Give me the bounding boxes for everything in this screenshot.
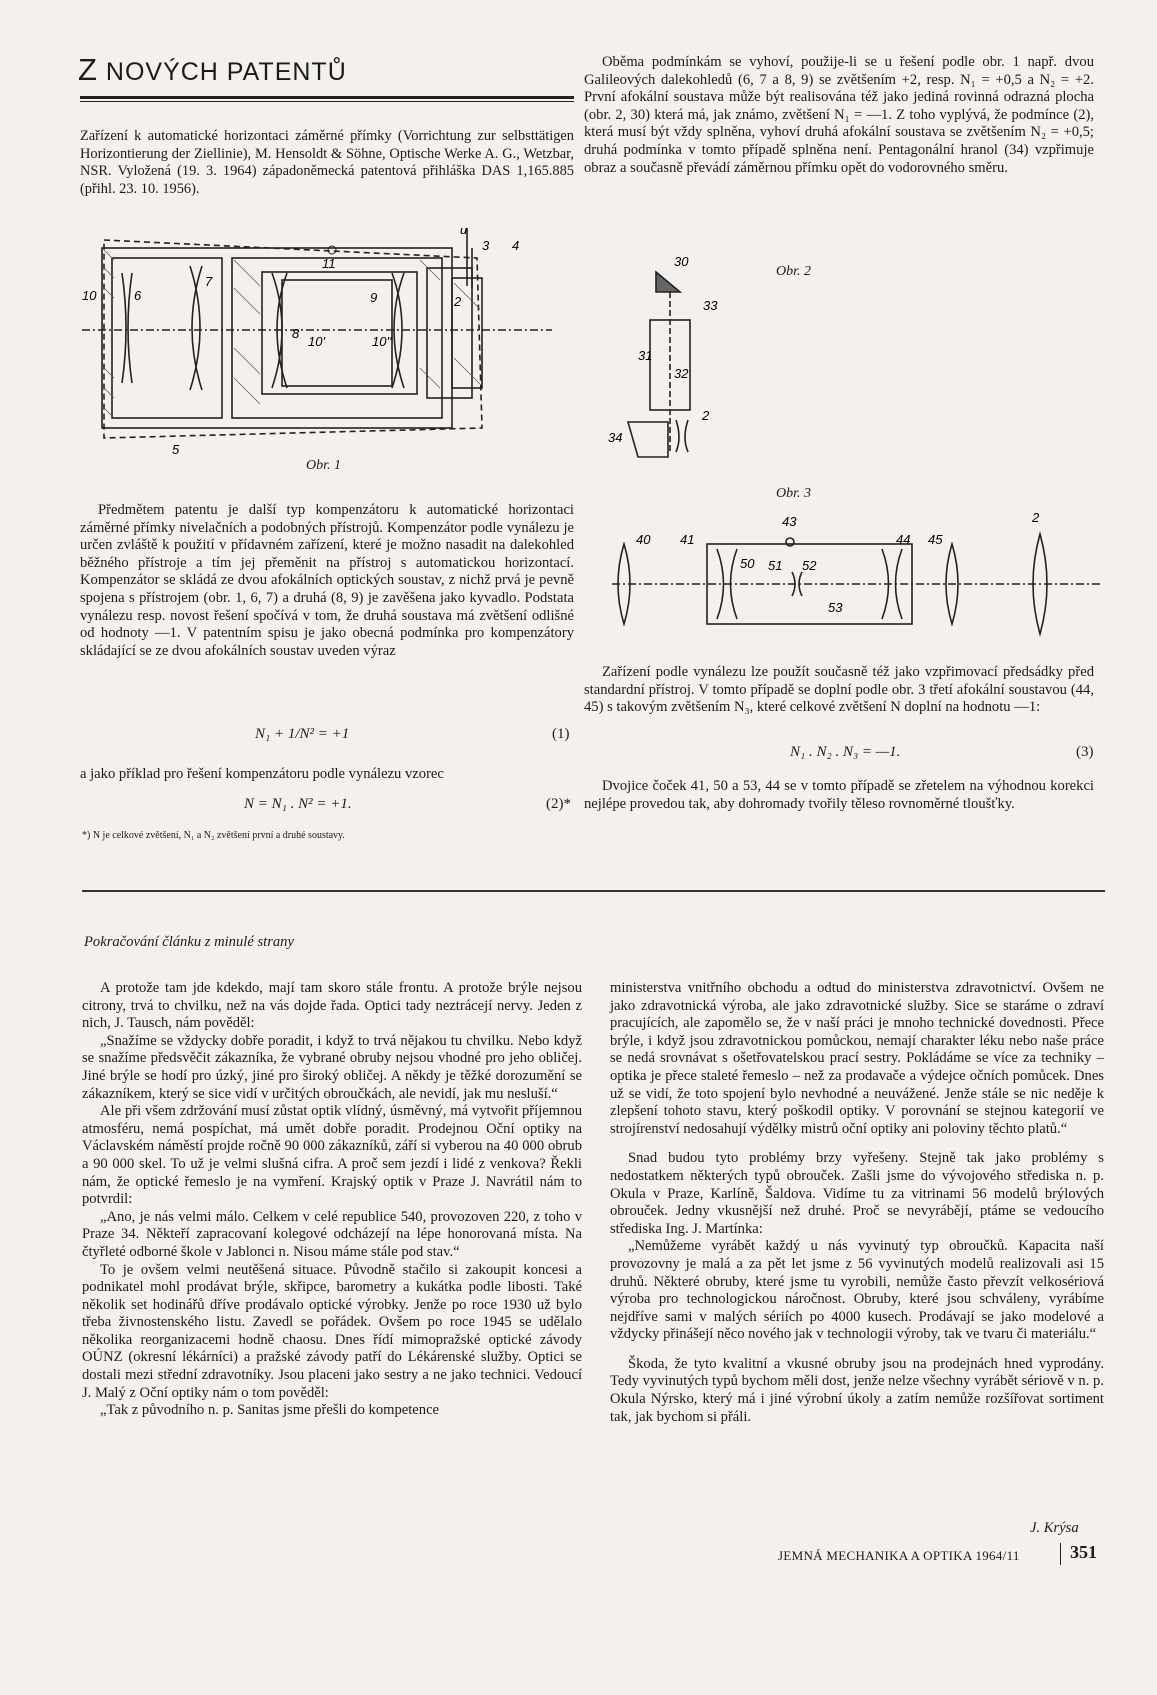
fig3-label-52: 52	[802, 558, 817, 573]
figure-2-drawing	[608, 252, 808, 462]
heading-rule-thin	[80, 101, 574, 102]
fig1-label-2: 2	[454, 294, 462, 309]
fig1-label-3: 3	[482, 238, 490, 253]
fig2-label-32: 32	[674, 366, 689, 381]
fig3-label-41: 41	[680, 532, 695, 547]
figure-1-drawing	[82, 228, 587, 468]
article-left-p6: „Tak z původního n. p. Sanitas jsme přešli do kompetence	[100, 1402, 440, 1419]
fig3-label-51: 51	[768, 558, 783, 573]
fig3-label-50: 50	[740, 556, 755, 571]
article-right-p1: ministerstva vnitřního obchodu a odtud do ministerstva zdravotnictví. Ovšem ne jako zdravotnická výroba, ale jako zdravotnické služby. Sice se staráme o zdraví pracujících, ale zapomělo se, že v naší práci je mnoho technické dovednosti. Přece brýle, i když jsou zdravotnickou pomůckou, nemají charakter léku nebo naše práce se nedá srovnávat s ošetřovatelskou prací sestry. Pokládáme se více za techniky – optika je přece staleté řemeslo – než za prodavače a výdejce očních pomůcek. Dnes už se vidí, že toto spojení bylo nevhodné a neuvážené. Jenže stále se nic neděje k zlepšení tohoto stavu, který poškodil optiky. V porovnání se stejnou kategorií ve strojírenství nedosahují výdělky mistrů oční optiky ani poloviny těchto platů.“	[610, 980, 1104, 1137]
patent-para-1-text: Předmětem patentu je další typ kompenzátoru k automatické horizontaci záměrné přímky nivelačních a podobných přístrojů. Kompenzátor podle vynálezu je určen zvláště k použití v přídavném zařízení, které je možno nasadit na dalekohled běžného přístroje a tím jej přeměnit na přístroj s automatickou horizontací. Kompenzátor se skládá ze dvou afokálních optických soustav, z nichž prvá je pevně spojena s přístrojem (obr. 1, 6, 7) a druhá (8, 9) je zavěšena jako kyvadlo. Podstata vynálezu resp. novost řešení spočívá v tom, že druhá soustava má zvětšení odlišné od hodnoty —1. V patentním spisu je jako obecná podmínka pro kompenzátory skládající se ze dvou afokálních soustav uveden výraz	[80, 502, 574, 659]
patent-para-5-text: Dvojice čoček 41, 50 a 53, 44 se v tomto případě se zřetelem na výhodnou korekci nejlépe provedou tak, aby dohromady tvořily těleso rovnoměrné tloušťky.	[584, 778, 1094, 812]
article-left-p4: „Ano, je nás velmi málo. Celkem v celé republice 540, provozoven 220, z toho v Praze 34. Někteří zapracovaní kolegové odcházejí na lépe honorovaná místa. Na čtyřleté odborné škole v Jablonci n. Nisou máme stále pod stav.“	[82, 1208, 582, 1260]
fig3-caption: Obr. 3	[776, 486, 812, 501]
fig2-caption: Obr. 2	[776, 264, 812, 279]
fig3-label-45: 45	[928, 532, 943, 547]
figure-3-drawing	[612, 504, 1112, 674]
article-right-p3: „Nemůžeme vyrábět každý u nás vyvinutý typ obroučků. Kapacita naší provozovny je malá a za pět let jsme z 56 vyvinutých modelů realizovali asi 15 druhů. Některé obruby, které jsme tu vyrobili, nemůže často převzít velkosériová výroba pro technologickou náročnost. Obruby, které jsou schváleny, vyrábíme nejdříve sami v malých sériích po 4000 kusech. Prodávají se jako modelové a vždycky přinášejí něco nového jak v technologii výroby, tak ve tvaru či materiálu.“	[610, 1238, 1104, 1343]
fig3-label-40: 40	[636, 532, 651, 547]
section-heading	[78, 52, 347, 88]
article-right-p2: Snad budou tyto problémy brzy vyřešeny. Stejně tak jako problémy s nedostatkem některých typů obrouček. Zašli jsme do vývojového střediska n. p. Okula v Praze, Karlíně, Šaldova. Vidíme tu za vitrinami 56 modelů brýlových obrouček. Jedny vkusnější než druhé. Proč se nevyrábějí, ptáme se vedoucího střediska Ing. J. Martínka:	[610, 1150, 1104, 1237]
fig2-label-33: 33	[703, 298, 718, 313]
footer-journal: JEMNÁ MECHANIKA A OPTIKA 1964/11	[778, 1548, 1020, 1563]
fig1-label-5: 5	[172, 442, 180, 457]
patent-para-2	[80, 766, 574, 784]
heading-rest: NOVÝCH PATENTŮ	[105, 58, 347, 86]
equation-2-number: (2)*	[546, 796, 571, 812]
section-separator	[82, 890, 1105, 892]
fig1-label-6: 6	[134, 288, 142, 303]
fig1-label-10p: 10'	[308, 334, 325, 349]
footnote: *) N je celkové zvětšení, N₁ a N₂ zvětšení první a druhé soustavy.	[82, 830, 345, 841]
patent-intro	[80, 128, 574, 198]
article-left-p3: Ale při všem zdržování musí zůstat optik vlídný, úsměvný, má vytvořit příjemnou atmosféru, nemá pospíchat, má umět dobře poradit. Prodejnou Oční optiky na Václavském náměstí projde ročně 90 000 zákazníků, září si vyberou na 40 000 obrub a 90 000 skel. To už je velmi slušná cifra. A proč sem jezdí i lidé z venkova? Řekli nám, že optické řemeslo je na vymření. Krajský optik v Praze J. Navrátil nám to potvrdil:	[82, 1103, 582, 1208]
fig1-label-9: 9	[370, 290, 378, 305]
continued-label: Pokračování článku z minulé strany	[84, 934, 294, 950]
fig1-caption: Obr. 1	[306, 458, 342, 473]
heading-initial: Z	[78, 52, 98, 87]
article-left-column	[82, 980, 582, 1420]
equation-3-number: (3)	[1076, 744, 1094, 760]
article-signature: J. Krýsa	[1030, 1520, 1079, 1536]
page-number: 351	[1070, 1542, 1097, 1562]
article-left-p1: A protože tam jde kdekdo, mají tam skoro stále frontu. A protože brýle nejsou citrony, trvá to chvilku, než na vás dojde řada. Optici tady neztrácejí nervy. Jeden z nich, J. Tausch, nám pověděl:	[82, 980, 582, 1032]
equation-3: N₁ . N₂ . N₃ = —1.	[790, 744, 901, 760]
fig2-label-34: 34	[608, 430, 623, 445]
patent-para-1	[80, 502, 574, 660]
patent-para-2-text: a jako příklad pro řešení kompenzátoru podle vynálezu vzorec	[80, 766, 444, 782]
fig2-label-31: 31	[638, 348, 653, 363]
patent-para-5	[584, 778, 1094, 813]
patent-para-4-text: Zařízení podle vynálezu lze použít současně též jako vzpřimovací předsádky před standardní přístroj. V tomto případě se doplní podle obr. 3 třetí afokální soustavou (44, 45) s takovým zvětšením N₃, které celkové zvětšení N doplní na hodnotu —1:	[584, 664, 1094, 716]
footer-divider	[1060, 1543, 1061, 1565]
fig2-label-2: 2	[702, 408, 710, 423]
fig1-label-10: 10	[82, 288, 97, 303]
article-left-p2: „Snažíme se vždycky dobře poradit, i když to trvá nějakou tu chvilku. Nebo když se snažíme předsvěčit zákazníka, že vybrané obruby nejsou vhodné pro jeho obličej. Jiné brýle se hodí pro úzký, jiné pro široký obličej. A někdy je těžké dorozumění se zákazníkem, který se sice vidí v určitých obroučkách, ale nevidí, jak mu nesluší.“	[82, 1032, 582, 1102]
fig1-label-7: 7	[205, 274, 213, 289]
fig1-label-10pp: 10''	[372, 334, 392, 349]
fig3-label-43: 43	[782, 514, 797, 529]
patent-para-4	[584, 664, 1094, 717]
fig1-label-11: 11	[322, 256, 336, 271]
fig1-label-u: u	[460, 228, 468, 237]
patent-para-3	[584, 54, 1094, 177]
fig2-label-30: 30	[674, 254, 689, 269]
article-left-p5: To je ovšem velmi neutěšená situace. Původně stačilo si zakoupit koncesi a podnikatel mohl prodávat brýle, skřipce, barometry a kukátka podle libosti. Také několik set hodinářů dříve prodávalo optické výrobky. Jenže po roce 1930 už bylo třeba živnostenského listu. Zavedl se pořádek. Ovšem po roce 1945 se udělalo několika reorganizacemi hodně chaosu. Dnes řídí mimopražské optické závody OÚNZ (okresní lékárníci) a pražské závody patří do Lékárenské služby. Optici se dostali mezi střední zdravotníky. Jsou placeni jako sestry a ne jako technici. Vedoucí J. Malý z Oční optiky nám o tom pověděl:	[82, 1261, 582, 1401]
fig3-label-2: 2	[1032, 510, 1040, 525]
equation-2: N = N₁ . N² = +1.	[244, 796, 352, 812]
heading-rule	[80, 96, 574, 99]
fig1-label-8: 8	[292, 326, 300, 341]
patent-para-3-text: Oběma podmínkám se vyhoví, použije-li se u řešení podle obr. 1 např. dvou Galileových dalekohledů (6, 7 a 8, 9) se zvětšením +2, resp. N₁ = +0,5 a N₂ = +2. První afokální soustava může být realisována též jako jediná rovinná odrazná plocha (obr. 2, 30) která má, jak známo, zvětšení N₁ = —1. Z toho vyplývá, že podmínce (2), která musí být vždy splněna, vyhoví druhá afokální soustava se zvětšením N₂ = +0,5; druhá podmínka v tomto případě splněna není. Pentagonální hranol (34) vzpřimuje obraz a současně převádí záměrnou přímku opět do vodorovného směru.	[584, 54, 1094, 176]
article-right-column	[610, 980, 1104, 1426]
patent-intro-text: Zařízení k automatické horizontaci záměrné přímky (Vorrichtung zur selbsttätigen Horizontierung der Ziellinie), M. Hensoldt & Söhne, Optische Werke A. G., Wetzbar, NSR. Vyložená (19. 3. 1964) západoněmecká patentová přihláška DAS 1,165.885 (přihl. 23. 10. 1956).	[80, 128, 574, 197]
article-right-p4: Škoda, že tyto kvalitní a vkusné obruby jsou na prodejnách hned vyprodány. Tedy vyvinutých typů bychom měli dost, jenže nelze všechny vyrábět sériově v n. p. Okula Nýrsko, který má i jiné výrobní úkoly a zatím nemůže rozšířovat sortiment tak, jak bychom si přáli.	[610, 1355, 1104, 1425]
equation-1-number: (1)	[552, 726, 570, 742]
fig3-label-44: 44	[896, 532, 911, 547]
fig1-label-4: 4	[512, 238, 520, 253]
fig3-label-53: 53	[828, 600, 843, 615]
equation-1: N₁ + 1/N² = +1	[255, 726, 350, 742]
